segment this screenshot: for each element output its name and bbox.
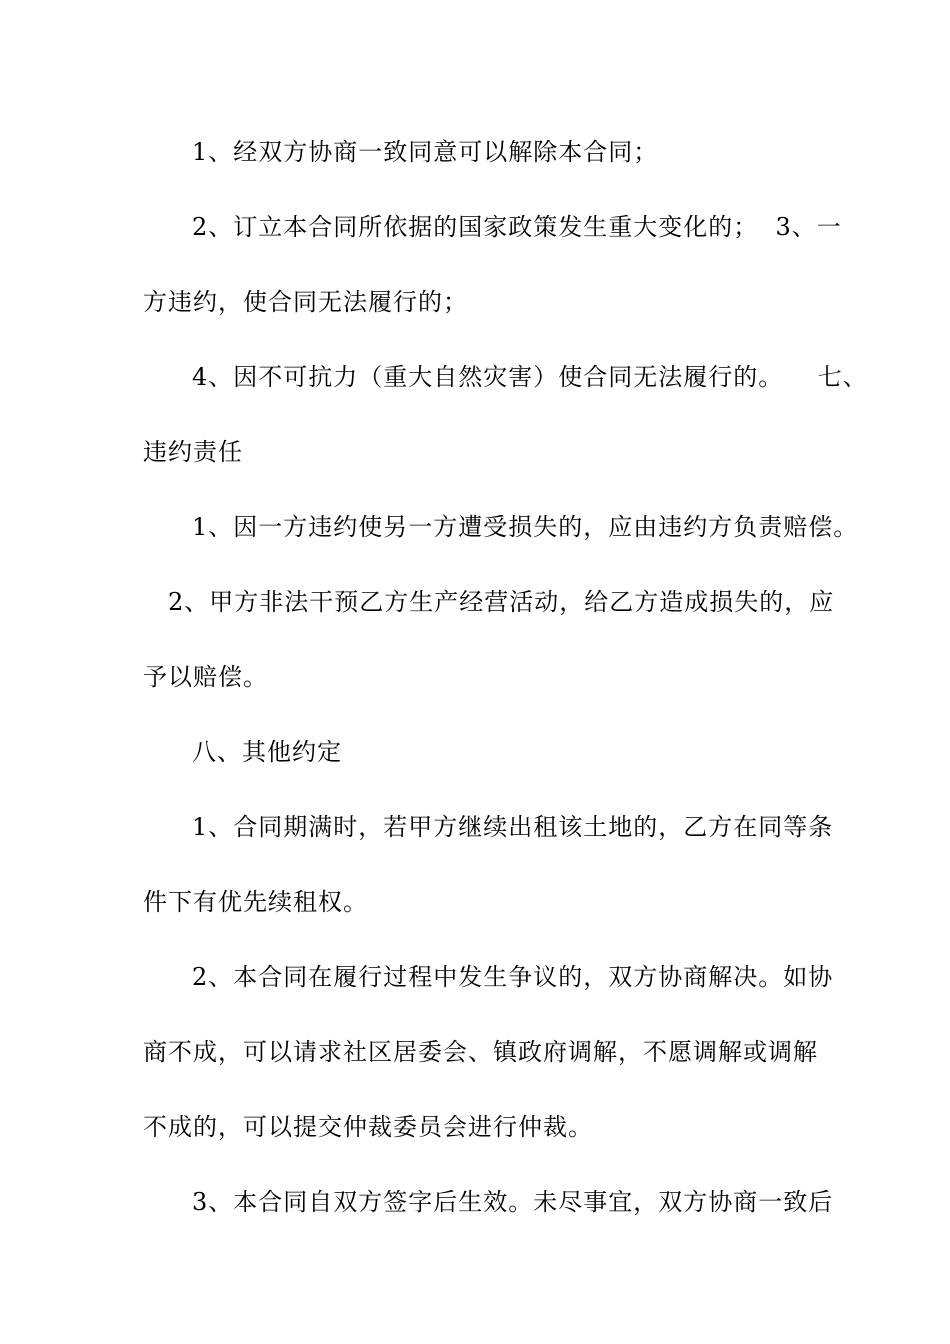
text-line-1: 1、经双方协商一致同意可以解除本合同；: [192, 138, 659, 166]
text-line-13: 商不成，可以请求社区居委会、镇政府调解，不愿调解或调解: [143, 1038, 818, 1066]
text-line-3: 方违约，使合同无法履行的；: [143, 288, 468, 316]
text-line-10: 1、合同期满时，若甲方继续出租该土地的，乙方在同等条: [192, 813, 834, 841]
text-line-2: 2、订立本合同所依据的国家政策发生重大变化的； 3、一: [192, 213, 842, 241]
text-line-12: 2、本合同在履行过程中发生争议的，双方协商解决。如协: [192, 963, 834, 991]
text-line-6: 1、因一方违约使另一方遭受损失的，应由违约方负责赔偿。: [192, 513, 859, 541]
text-line-14: 不成的，可以提交仲裁委员会进行仲裁。: [143, 1113, 593, 1141]
text-line-5: 违约责任: [143, 438, 243, 466]
text-line-11: 件下有优先续租权。: [143, 888, 368, 916]
text-line-15: 3、本合同自双方签字后生效。未尽事宜，双方协商一致后: [192, 1188, 834, 1216]
text-line-8: 予以赔偿。: [143, 663, 268, 691]
section-heading: 八、其他约定: [192, 738, 342, 766]
text-line-7: 2、甲方非法干预乙方生产经营活动，给乙方造成损失的，应: [168, 588, 835, 616]
text-line-4: 4、因不可抗力（重大自然灾害）使合同无法履行的。 七、: [192, 363, 868, 391]
